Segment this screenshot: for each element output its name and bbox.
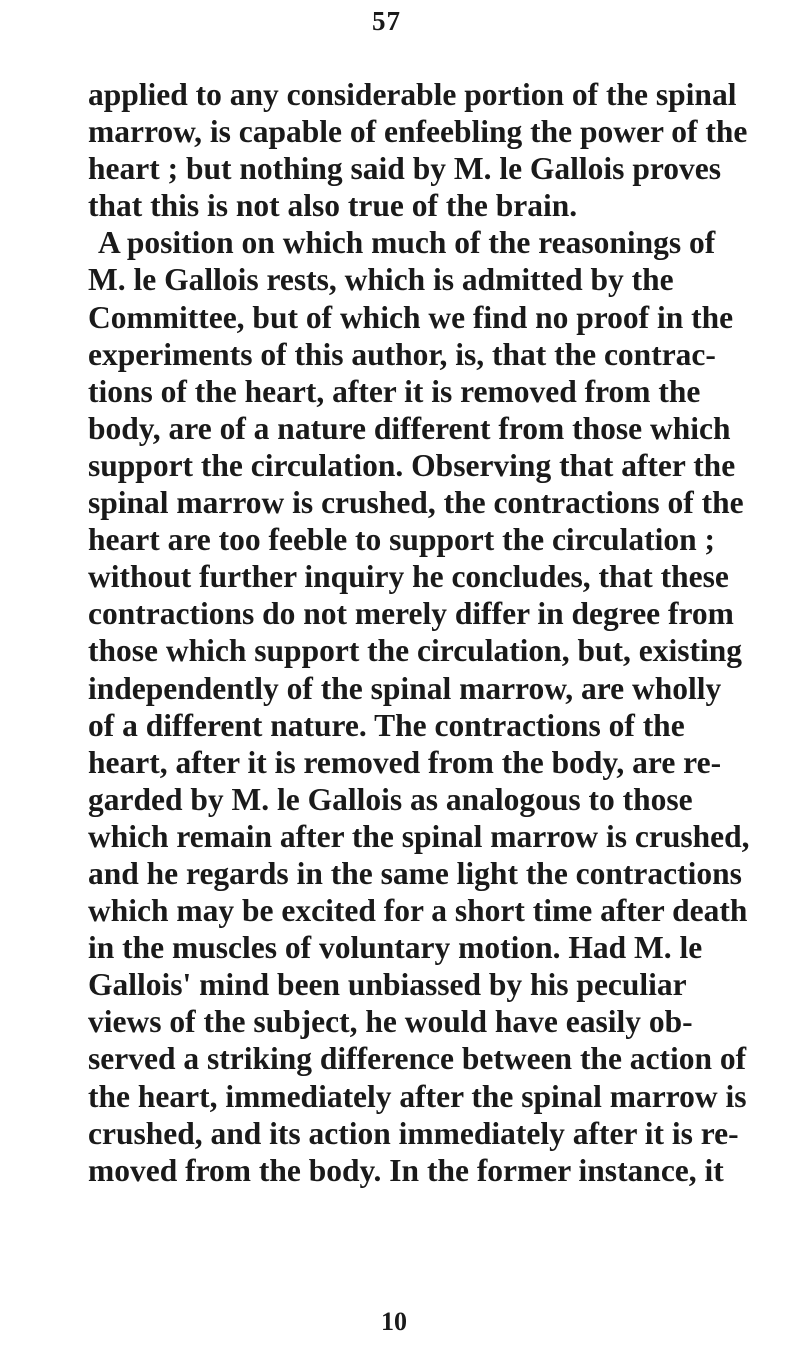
- page-body: [88, 76, 788, 1189]
- text-line: experiments of this author, is, that the contrac-: [88, 336, 716, 372]
- text-line: and he regards in the same light the contractions: [88, 855, 742, 891]
- text-line: moved from the body. In the former instance, it: [88, 1152, 724, 1188]
- text-line: which remain after the spinal marrow is crushed,: [88, 818, 750, 854]
- text-line: the heart, immediately after the spinal marrow is: [88, 1078, 747, 1114]
- text-line: Committee, but of which we find no proof in the: [88, 299, 734, 335]
- text-line: that this is not also true of the brain.: [88, 188, 578, 224]
- text-line: independently of the spinal marrow, are wholly: [88, 670, 722, 706]
- text-line: served a striking difference between the action of: [88, 1041, 747, 1077]
- text-line: in the muscles of voluntary motion. Had M. le: [88, 930, 703, 966]
- page-number: 57: [372, 6, 401, 36]
- text-line: which may be excited for a short time after death: [88, 893, 748, 929]
- text-line: of a different nature. The contractions of the: [88, 707, 685, 743]
- text-line: marrow, is capable of enfeebling the power of the: [88, 114, 748, 150]
- text-line: spinal marrow is crushed, the contractions of the: [88, 485, 744, 521]
- text-line: tions of the heart, after it is removed from the: [88, 373, 701, 409]
- text-line: applied to any considerable portion of the spinal: [88, 77, 737, 112]
- text-line: support the circulation. Observing that after the: [88, 447, 736, 483]
- text-line: heart, after it is removed from the body, are re-: [88, 744, 722, 780]
- text-line: garded by M. le Gallois as analogous to those: [88, 781, 693, 817]
- text-line: those which support the circulation, but, existing: [88, 633, 742, 669]
- paragraph-start-line: A position on which much of the reasonings of: [98, 225, 716, 261]
- text-line: contractions do not merely differ in degree from: [88, 596, 734, 632]
- text-line: without further inquiry he concludes, that these: [88, 559, 729, 595]
- text-line: Gallois' mind been unbiassed by his peculiar: [88, 967, 687, 1003]
- text-line: body, are of a nature different from those which: [88, 410, 731, 446]
- text-line: crushed, and its action immediately after it is re-: [88, 1115, 739, 1151]
- signature-mark: 10: [381, 1307, 407, 1336]
- text-line: M. le Gallois rests, which is admitted by the: [88, 262, 674, 298]
- text-line: heart are too feeble to support the circulation ;: [88, 522, 715, 558]
- text-line: heart ; but nothing said by M. le Gallois proves: [88, 151, 721, 187]
- text-line: views of the subject, he would have easily ob-: [88, 1004, 693, 1040]
